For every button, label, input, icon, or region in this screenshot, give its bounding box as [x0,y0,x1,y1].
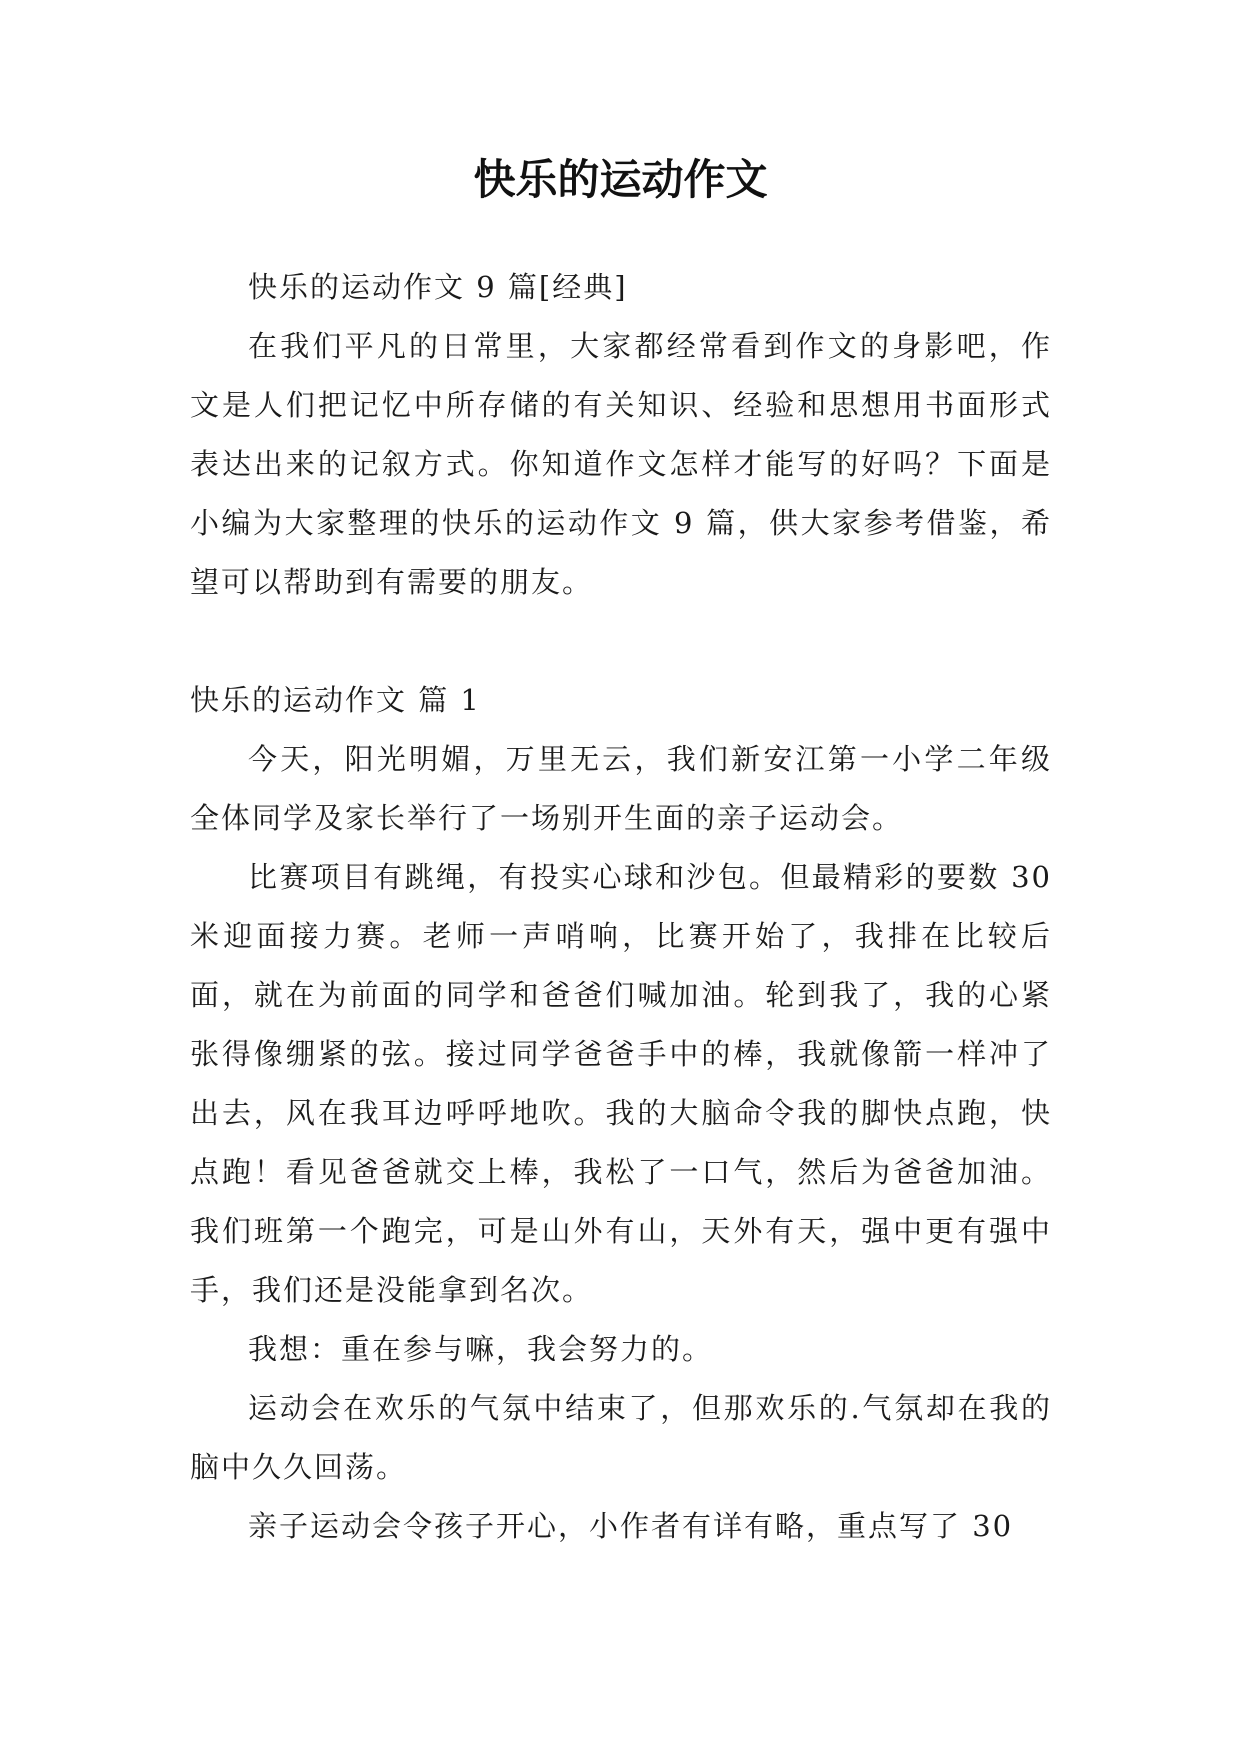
body-paragraph: 亲子运动会令孩子开心，小作者有详有略，重点写了 30 [248,1509,1014,1543]
body-paragraph: 今天，阳光明媚，万里无云，我们新安江第一小学二年级全体同学及家长举行了一场别开生面的亲子运动会。 [190,742,1052,835]
document-subtitle: 快乐的运动作文 9 篇[经典] [248,270,628,304]
document-title: 快乐的运动作文 [473,155,768,204]
body-paragraph: 比赛项目有跳绳，有投实心球和沙包。但最精彩的要数 30 米迎面接力赛。老师一声哨响，比赛开始了，我排在比较后面，就在为前面的同学和爸爸们喊加油。轮到我了，我的心紧张得像绷紧的弦。接过同学爸爸手中的棒，我就像箭一样冲了出去，风在我耳边呼呼地吹。我的大脑命令我的脚快点跑，快点跑！看见爸爸就交上棒，我松了一口气，然后为爸爸加油。我们班第一个跑完，可是山外有山，天外有天，强中更有强中手，我们还是没能拿到名次。 [190,860,1052,1307]
document-body [190,258,1052,1556]
body-paragraph: 我想：重在参与嘛，我会努力的。 [248,1332,714,1366]
body-paragraph: 运动会在欢乐的气氛中结束了，但那欢乐的.气氛却在我的脑中久久回荡。 [190,1391,1052,1484]
section-heading: 快乐的运动作文 篇 1 [190,683,481,717]
intro-paragraph: 在我们平凡的日常里，大家都经常看到作文的身影吧，作文是人们把记忆中所存储的有关知识、经验和思想用书面形式表达出来的记叙方式。你知道作文怎样才能写的好吗？下面是小编为大家整理的快乐的运动作文 9 篇，供大家参考借鉴，希望可以帮助到有需要的朋友。 [190,329,1052,599]
section-gap [190,612,1052,671]
